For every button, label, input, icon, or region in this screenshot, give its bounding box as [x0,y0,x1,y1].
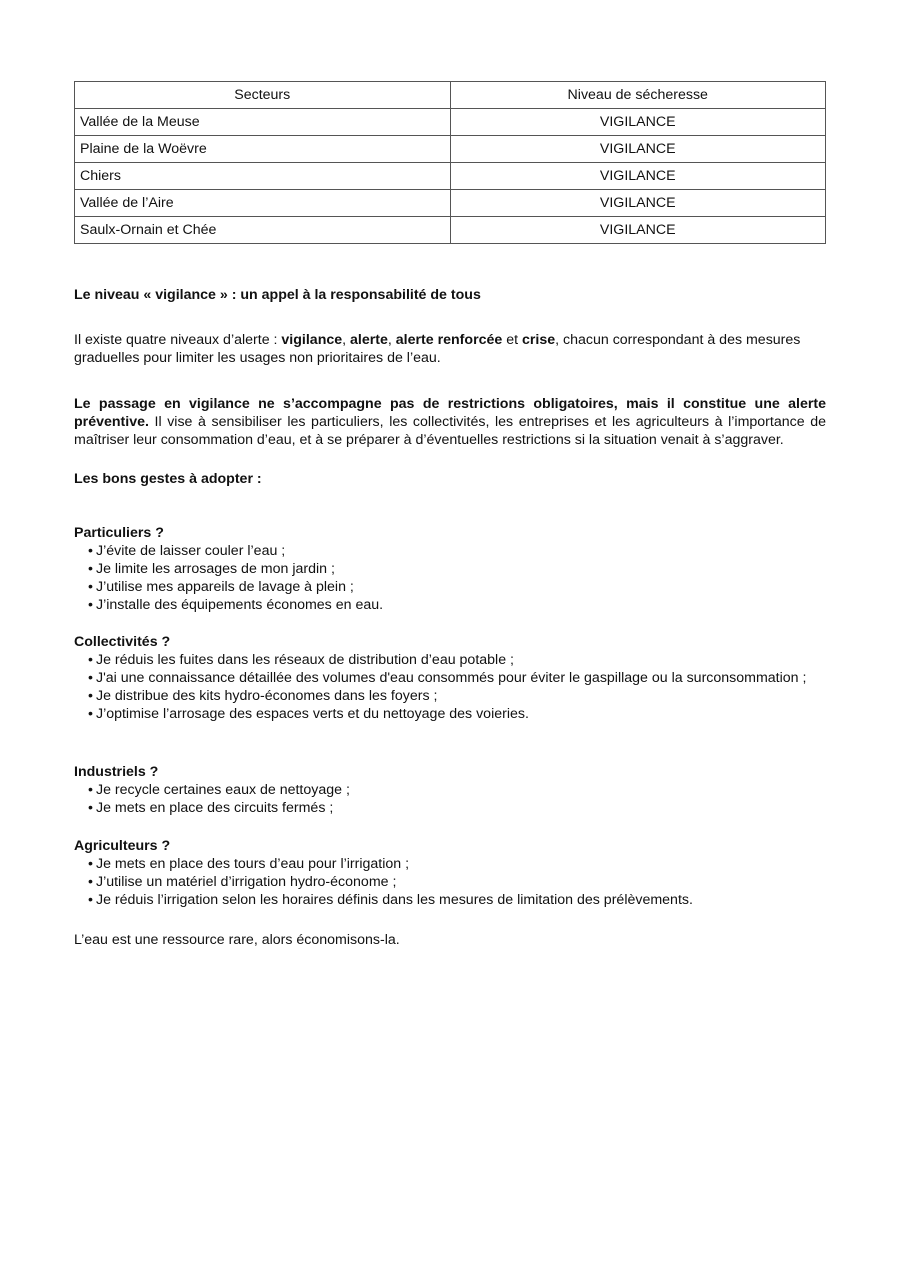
bullet: • [88,706,93,722]
text: , chacun correspondant à des mesures graduelles pour limiter les usages non prioritaires de l’eau. [74,332,801,366]
item-text: Je recycle certaines eaux de nettoyage ; [95,782,350,798]
level-cell: VIGILANCE [450,109,826,136]
text: , [387,332,396,348]
bullet: • [88,561,93,577]
bullet: • [88,670,93,686]
text: Il vise à sensibiliser les particuliers, les collectivités, les entreprises et les agriculteurs à l’importance de maîtriser leur consommation d’eau, et à se préparer à d’éventuelles restrictions si la situation venait à s’aggraver. [74,414,826,448]
bold-text: Le passage en vigilance ne s’accompagne pas de restrictions obligatoires, mais il constitue une alerte préventive. [74,396,826,430]
level-cell: VIGILANCE [450,163,826,190]
heading-text: Le niveau « vigilance » : un appel à la responsabilité de tous [74,287,481,303]
item-text: Je réduis l’irrigation selon les horaires définis dans les mesures de limitation des prélèvements. [95,892,693,908]
table-row [75,163,826,190]
item-text: J’utilise mes appareils de lavage à plein ; [95,579,354,595]
bullet: • [88,652,93,668]
group-title: Particuliers ? [74,525,164,541]
bullet: • [88,782,93,798]
list-item [74,873,826,891]
bullet: • [88,579,93,595]
text: et [502,332,522,348]
header-level: Niveau de sécheresse [450,82,826,109]
level-cell: VIGILANCE [450,217,826,244]
gestes-title [74,470,826,488]
group-title: Collectivités ? [74,634,171,650]
table-row [75,190,826,217]
level-alerte: alerte [350,332,388,348]
list-item [74,855,826,873]
gestes-title-text: Les bons gestes à adopter : [74,471,262,487]
bullet: • [88,688,93,704]
bullet: • [88,892,93,908]
item-text: Je mets en place des tours d’eau pour l’irrigation ; [95,856,410,872]
sector-cell: Plaine de la Woëvre [75,136,451,163]
list-item [74,560,826,578]
table-row [75,109,826,136]
table-row [75,217,826,244]
item-text: Je limite les arrosages de mon jardin ; [95,561,335,577]
list-item [74,542,826,560]
list-item [74,705,826,723]
bullet: • [88,543,93,559]
bullet: • [88,856,93,872]
item-text: J’évite de laisser couler l’eau ; [95,543,286,559]
section-heading [74,286,826,304]
level-vigilance: vigilance [281,332,343,348]
group-collectivites [74,633,826,723]
list-item [74,687,826,705]
group-title: Industriels ? [74,764,159,780]
item-text: Je réduis les fuites dans les réseaux de distribution d’eau potable ; [95,652,514,668]
group-particuliers [74,524,826,614]
level-alerte-renforcee: alerte renforcée [395,332,503,348]
bullet: • [88,874,93,890]
sector-cell: Vallée de la Meuse [75,109,451,136]
table-header-row [75,82,826,109]
table-row [75,136,826,163]
sector-cell: Chiers [75,163,451,190]
item-text: J’installe des équipements économes en eau. [95,597,384,613]
closing-line: L’eau est une ressource rare, alors économisons-la. [74,932,400,948]
header-sectors: Secteurs [75,82,451,109]
level-cell: VIGILANCE [450,190,826,217]
text: Il existe quatre niveaux d’alerte : [74,332,282,348]
sector-cell: Vallée de l’Aire [75,190,451,217]
item-text: J'ai une connaissance détaillée des volumes d'eau consommés pour éviter le gaspillage ou la surconsommation ; [95,670,807,686]
level-cell: VIGILANCE [450,136,826,163]
group-title: Agriculteurs ? [74,838,171,854]
item-text: Je mets en place des circuits fermés ; [95,800,334,816]
list-item [74,669,826,687]
vigilance-paragraph [74,395,826,449]
sector-cell: Saulx-Ornain et Chée [75,217,451,244]
list-item [74,891,826,909]
alert-levels-paragraph [74,331,826,367]
level-crise: crise [521,332,556,348]
list-item [74,651,826,669]
item-text: J’utilise un matériel d’irrigation hydro-économe ; [95,874,397,890]
list-item [74,596,826,614]
list-item [74,578,826,596]
item-text: J’optimise l’arrosage des espaces verts et du nettoyage des voieries. [95,706,529,722]
drought-table [74,81,826,244]
bullet: • [88,597,93,613]
list-item [74,781,826,799]
text: , [342,332,351,348]
list-item [74,799,826,817]
group-industriels [74,763,826,817]
group-agriculteurs [74,837,826,909]
bullet: • [88,800,93,816]
item-text: Je distribue des kits hydro-économes dans les foyers ; [95,688,438,704]
